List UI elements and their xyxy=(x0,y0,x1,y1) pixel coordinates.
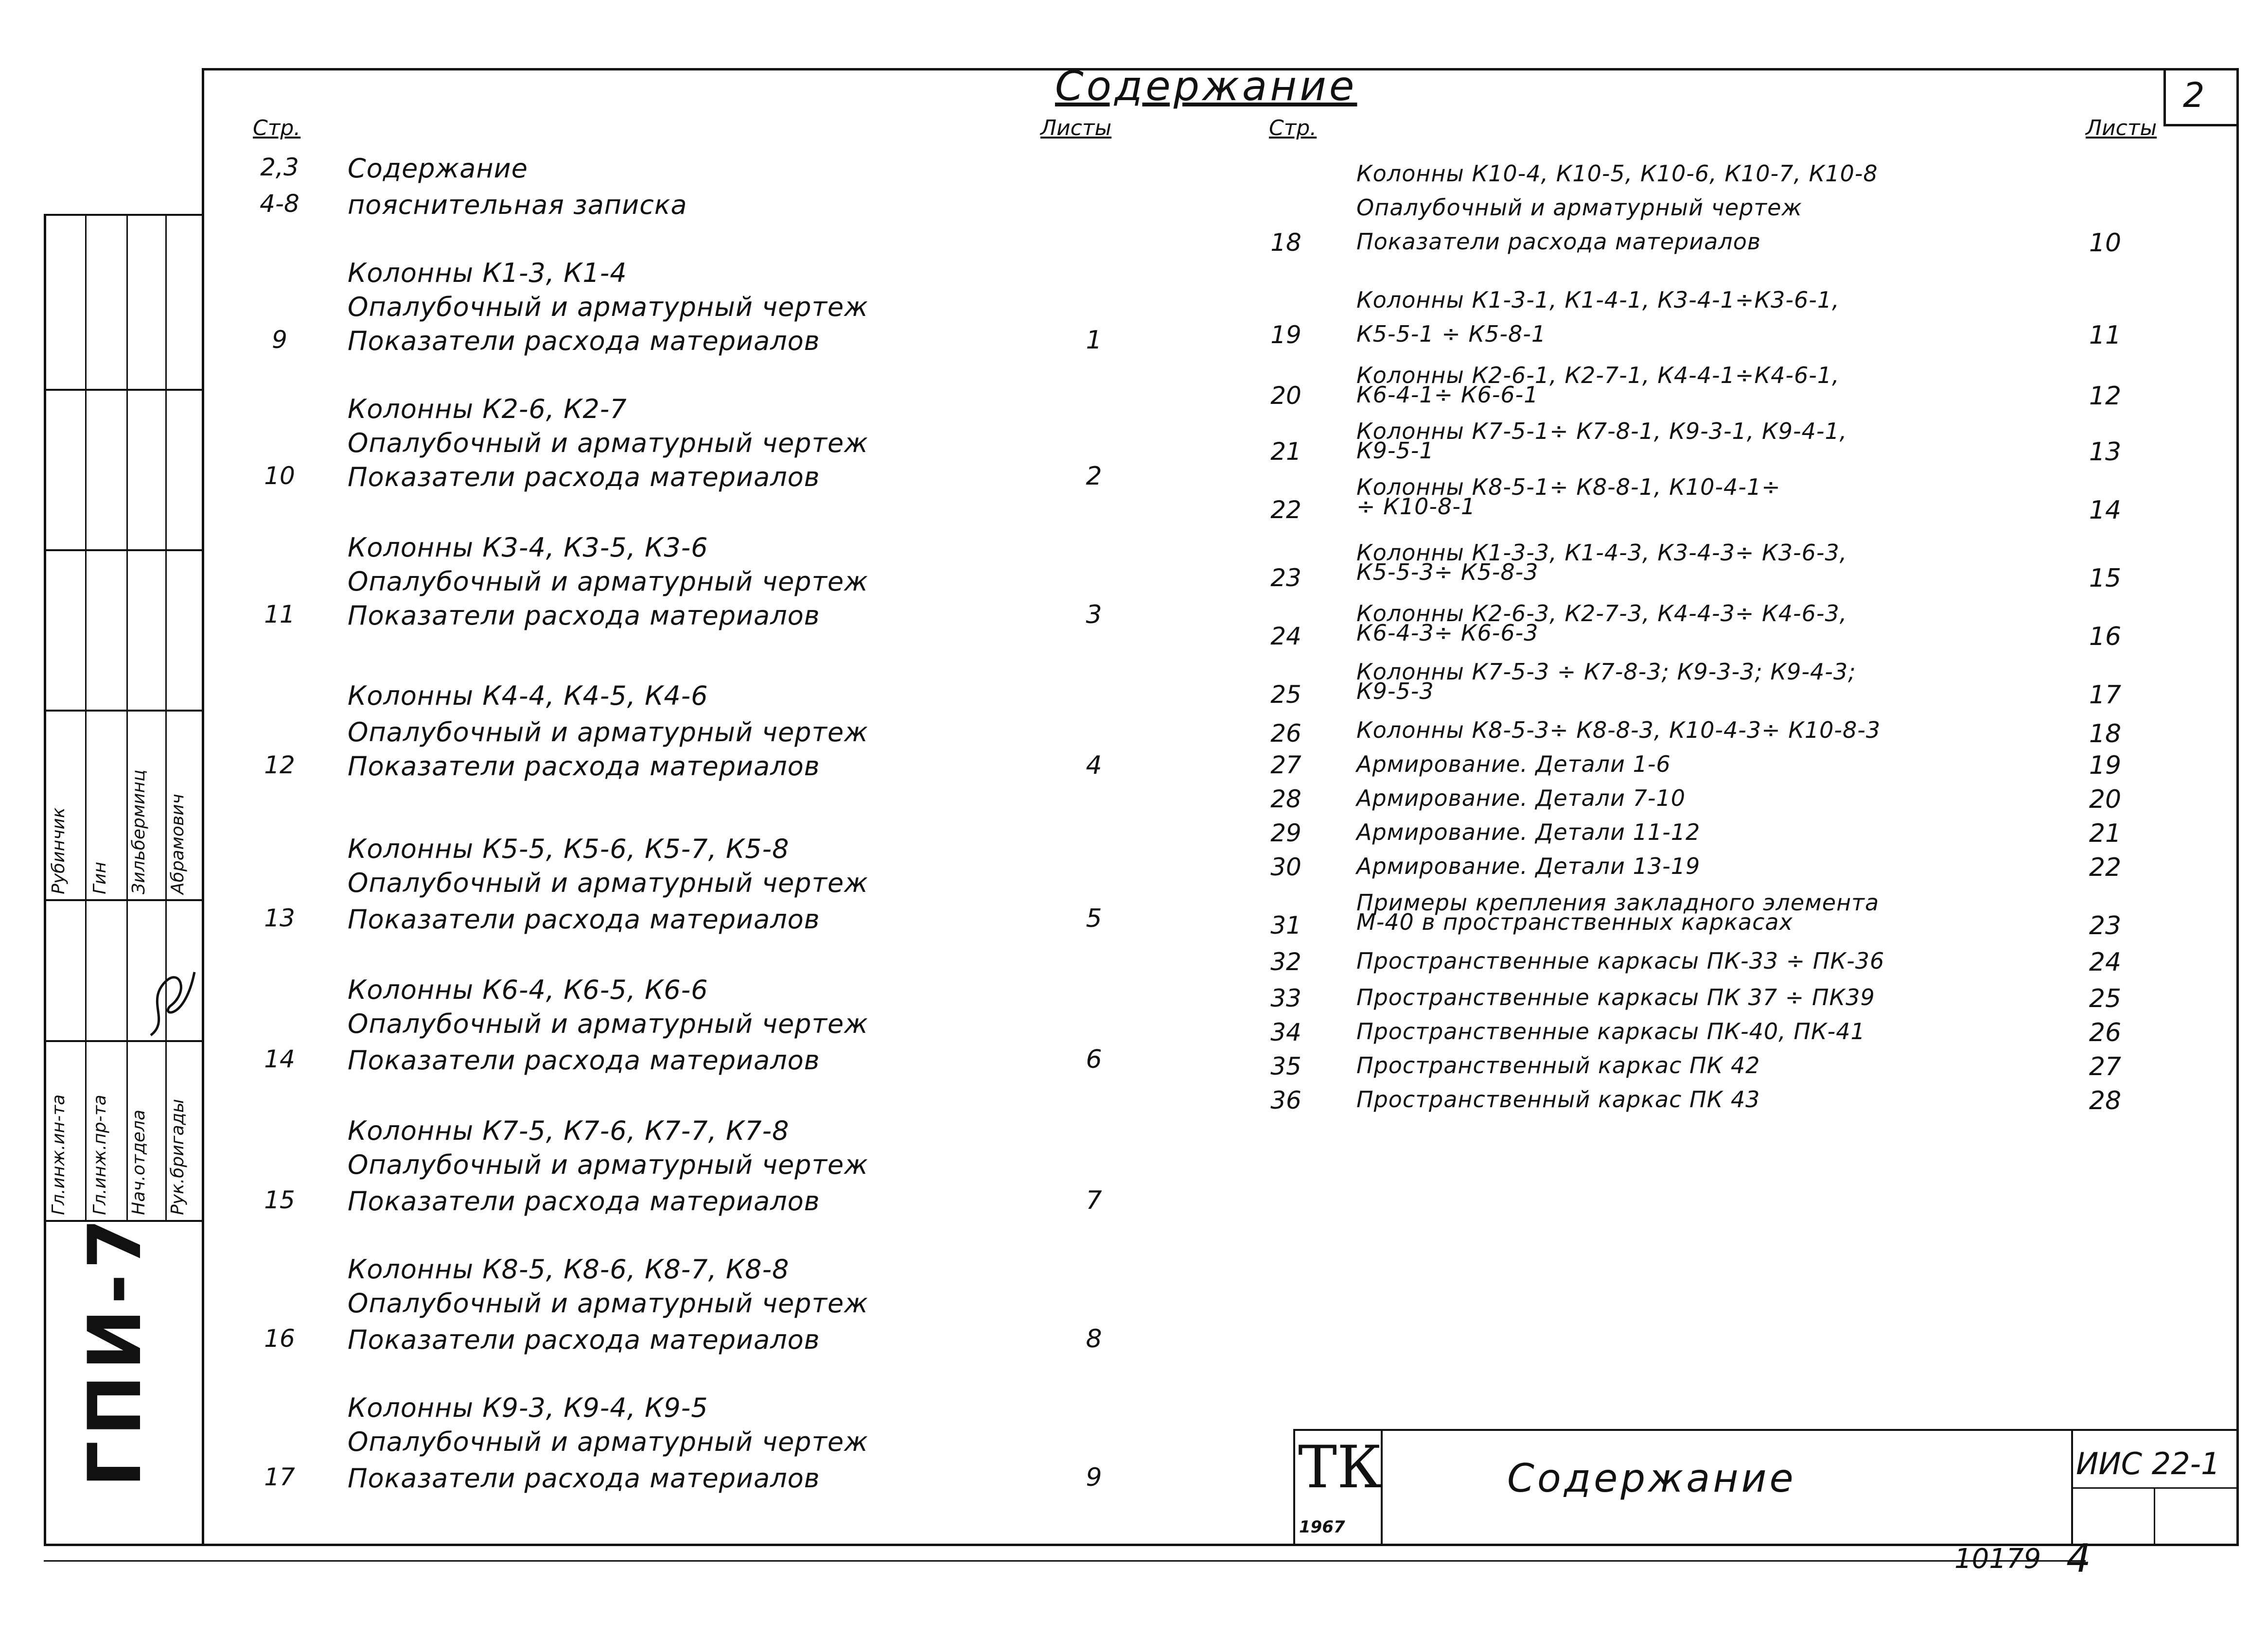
entry-page-number: 31 xyxy=(1270,911,1301,940)
entry-sheet-number: 11 xyxy=(2089,321,2122,350)
document-title: Содержание xyxy=(1055,62,1357,110)
entry-page-number: 15 xyxy=(264,1186,295,1214)
entry-text-line: Показатели расхода материалов xyxy=(348,904,820,935)
entry-page-number: 27 xyxy=(1270,751,1301,779)
entry-sheet-number: 10 xyxy=(2089,228,2122,258)
entry-text-line: Колонны К7-5-3 ÷ К7-8-3; К9-3-3; К9-4-3; xyxy=(1356,659,1856,685)
entry-text-line: Пространственные каркасы ПК 37 ÷ ПК39 xyxy=(1356,984,1875,1010)
stamp-title: Содержание xyxy=(1507,1456,1796,1501)
entry-sheet-number: 7 xyxy=(1086,1186,1102,1215)
entry-text-line: К6-4-1÷ К6-6-1 xyxy=(1356,382,1539,408)
entry-page-number: 13 xyxy=(264,904,295,932)
role-chief-engineer-project: Гл.инж.пр-та xyxy=(90,1095,110,1215)
name-3: Зильберминц xyxy=(129,769,149,894)
entry-text-line: Опалубочный и арматурный чертеж xyxy=(348,868,868,898)
entry-page-number: 20 xyxy=(1270,382,1301,410)
entry-sheet-number: 17 xyxy=(2089,680,2122,710)
name-4: Абрамович xyxy=(168,794,188,894)
entry-text-line: К6-4-3÷ К6-6-3 xyxy=(1356,620,1539,646)
entry-sheet-number: 19 xyxy=(2089,751,2122,780)
entry-page-number: 19 xyxy=(1270,321,1301,349)
entry-text-line: Армирование. Детали 13-19 xyxy=(1356,853,1701,879)
outer-bottom-line xyxy=(44,1560,2086,1562)
entry-text-line: Колонны К8-5-1÷ К8-8-1, К10-4-1÷ xyxy=(1356,474,1781,500)
entry-text-line: Колонны К2-6, К2-7 xyxy=(348,394,627,424)
entry-text-line: К9-5-3 xyxy=(1356,678,1434,704)
entry-text-line: Содержание xyxy=(348,153,528,184)
entry-text-line: ÷ К10-8-1 xyxy=(1356,493,1476,520)
entry-page-number: 11 xyxy=(264,600,295,628)
entry-sheet-number: 9 xyxy=(1086,1463,1102,1492)
right-header-page: Стр. xyxy=(1269,116,1317,140)
entry-sheet-number: 14 xyxy=(2089,496,2122,525)
entry-text-line: Пространственные каркасы ПК-40, ПК-41 xyxy=(1356,1018,1865,1044)
entry-page-number: 14 xyxy=(264,1045,295,1073)
entry-text-line: Колонны К9-3, К9-4, К9-5 xyxy=(348,1392,708,1423)
entry-text-line: Показатели расхода материалов xyxy=(1356,228,1761,255)
entry-text-line: Пространственные каркасы ПК-33 ÷ ПК-36 xyxy=(1356,948,1885,974)
entry-text-line: Колонны К2-6-1, К2-7-1, К4-4-1÷К4-6-1, xyxy=(1356,362,1840,388)
entry-text-line: Опалубочный и арматурный чертеж xyxy=(348,292,868,322)
entry-text-line: Показатели расхода материалов xyxy=(348,1186,820,1217)
entry-page-number: 12 xyxy=(264,751,295,779)
entry-text-line: Пространственный каркас ПК 42 xyxy=(1356,1052,1760,1079)
entry-sheet-number: 2 xyxy=(1086,462,1102,491)
role-brigade-head: Рук.бригады xyxy=(168,1099,188,1215)
entry-sheet-number: 16 xyxy=(2089,622,2122,651)
entry-page-number: 16 xyxy=(264,1324,295,1353)
entry-text-line: Колонны К4-4, К4-5, К4-6 xyxy=(348,680,708,711)
entry-page-number: 23 xyxy=(1270,564,1301,592)
entry-text-line: Колонны К1-3-1, К1-4-1, К3-4-1÷К3-6-1, xyxy=(1356,287,1840,313)
entry-sheet-number: 20 xyxy=(2089,785,2122,814)
entry-text-line: Опалубочный и арматурный чертеж xyxy=(1356,194,1802,221)
entry-text-line: Показатели расхода материалов xyxy=(348,326,820,356)
archive-number: 10179 xyxy=(1954,1543,2041,1575)
entry-sheet-number: 21 xyxy=(2089,819,2122,848)
entry-page-number: 26 xyxy=(1270,719,1301,748)
entry-text-line: Показатели расхода материалов xyxy=(348,462,820,492)
entry-text-line: Колонны К1-3-3, К1-4-3, К3-4-3÷ К3-6-3, xyxy=(1356,540,1847,566)
entry-text-line: Колонны К8-5, К8-6, К8-7, К8-8 xyxy=(348,1254,790,1285)
entry-text-line: пояснительная записка xyxy=(348,190,687,220)
entry-text-line: Колонны К3-4, К3-5, К3-6 xyxy=(348,532,708,563)
role-chief-engineer-institute: Гл.инж.ин-та xyxy=(49,1094,69,1215)
entry-page-number: 35 xyxy=(1270,1052,1301,1080)
entry-text-line: К5-5-3÷ К5-8-3 xyxy=(1356,559,1539,585)
entry-sheet-number: 24 xyxy=(2089,948,2122,977)
entry-text-line: Опалубочный и арматурный чертеж xyxy=(348,717,868,748)
entry-text-line: Примеры крепления закладного элемента xyxy=(1356,889,1880,916)
entry-sheet-number: 22 xyxy=(2089,853,2122,882)
entry-page-number: 33 xyxy=(1270,984,1301,1012)
entry-page-number: 30 xyxy=(1270,853,1301,881)
entry-sheet-number: 8 xyxy=(1086,1324,1102,1354)
entry-page-number: 25 xyxy=(1270,680,1301,709)
entry-text-line: Армирование. Детали 11-12 xyxy=(1356,819,1701,845)
entry-text-line: Колонны К7-5, К7-6, К7-7, К7-8 xyxy=(348,1115,790,1146)
entry-sheet-number: 5 xyxy=(1086,904,1102,933)
publisher-year: 1967 xyxy=(1299,1517,1345,1537)
entry-text-line: Армирование. Детали 1-6 xyxy=(1356,751,1671,777)
name-2: Гин xyxy=(90,862,110,894)
entry-text-line: Колонны К2-6-3, К2-7-3, К4-4-3÷ К4-6-3, xyxy=(1356,600,1847,627)
entry-text-line: Опалубочный и арматурный чертеж xyxy=(348,1427,868,1457)
entry-sheet-number: 28 xyxy=(2089,1086,2122,1115)
entry-page-number: 2,3 xyxy=(260,153,299,181)
entry-text-line: К9-5-1 xyxy=(1356,437,1434,464)
entry-text-line: Опалубочный и арматурный чертеж xyxy=(348,566,868,597)
corner-sheet-number: 2 xyxy=(2183,75,2205,115)
entry-text-line: Опалубочный и арматурный чертеж xyxy=(348,1288,868,1319)
entry-text-line: Колонны К10-4, К10-5, К10-6, К10-7, К10-8 xyxy=(1356,160,1878,187)
left-header-sheets: Листы xyxy=(1040,116,1112,140)
entry-page-number: 18 xyxy=(1270,228,1301,257)
organization-name: ГПИ-7 xyxy=(73,1213,158,1487)
entry-text-line: Показатели расхода материалов xyxy=(348,1463,820,1494)
entry-sheet-number: 26 xyxy=(2089,1018,2122,1047)
entry-page-number: 36 xyxy=(1270,1086,1301,1114)
entry-text-line: Показатели расхода материалов xyxy=(348,1045,820,1076)
left-header-page: Стр. xyxy=(253,116,301,140)
entry-sheet-number: 27 xyxy=(2089,1052,2122,1081)
entry-text-line: Колонны К5-5, К5-6, К5-7, К5-8 xyxy=(348,834,790,864)
entry-sheet-number: 12 xyxy=(2089,382,2122,411)
entry-sheet-number: 15 xyxy=(2089,564,2122,593)
publisher-logo: ТК xyxy=(1298,1434,1382,1501)
entry-text-line: М-40 в пространственных каркасах xyxy=(1356,909,1793,935)
entry-text-line: Показатели расхода материалов xyxy=(348,751,820,782)
frame-bottom xyxy=(44,1544,2239,1546)
entry-page-number: 34 xyxy=(1270,1018,1301,1046)
entry-page-number: 10 xyxy=(264,462,295,490)
entry-text-line: Опалубочный и арматурный чертеж xyxy=(348,1009,868,1039)
entry-sheet-number: 3 xyxy=(1086,600,1102,629)
signature-icon xyxy=(141,962,199,1040)
frame-right xyxy=(2236,68,2239,1546)
entry-sheet-number: 6 xyxy=(1086,1045,1102,1074)
entry-text-line: Колонны К6-4, К6-5, К6-6 xyxy=(348,975,708,1005)
entry-page-number: 22 xyxy=(1270,496,1301,524)
name-1: Рубинчик xyxy=(49,807,69,894)
entry-text-line: Опалубочный и арматурный чертеж xyxy=(348,1149,868,1180)
entry-sheet-number: 25 xyxy=(2089,984,2122,1013)
entry-text-line: Армирование. Детали 7-10 xyxy=(1356,785,1686,811)
entry-text-line: К5-5-1 ÷ К5-8-1 xyxy=(1356,321,1547,347)
entry-sheet-number: 1 xyxy=(1086,326,1102,355)
sidebar-outer-left xyxy=(44,214,46,1546)
frame-left xyxy=(202,68,204,1546)
entry-sheet-number: 23 xyxy=(2089,911,2122,940)
entry-sheet-number: 4 xyxy=(1086,751,1102,780)
entry-page-number: 29 xyxy=(1270,819,1301,847)
entry-page-number: 21 xyxy=(1270,437,1301,466)
entry-page-number: 32 xyxy=(1270,948,1301,976)
entry-page-number: 4-8 xyxy=(260,190,299,218)
entry-page-number: 17 xyxy=(264,1463,295,1491)
entry-page-number: 9 xyxy=(272,326,287,354)
entry-sheet-number: 13 xyxy=(2089,437,2122,467)
entry-page-number: 28 xyxy=(1270,785,1301,813)
entry-text-line: Опалубочный и арматурный чертеж xyxy=(348,428,868,458)
footer-sheet-number: 4 xyxy=(2066,1536,2091,1581)
entry-page-number: 24 xyxy=(1270,622,1301,650)
series-code: ИИС 22-1 xyxy=(2076,1446,2220,1481)
entry-text-line: Колонны К1-3, К1-4 xyxy=(348,258,627,288)
entry-text-line: Показатели расхода материалов xyxy=(348,1324,820,1355)
entry-sheet-number: 18 xyxy=(2089,719,2122,748)
entry-text-line: Пространственный каркас ПК 43 xyxy=(1356,1086,1760,1113)
role-department-head: Нач.отдела xyxy=(129,1110,149,1215)
entry-text-line: Колонны К8-5-3÷ К8-8-3, К10-4-3÷ К10-8-3 xyxy=(1356,717,1881,743)
right-header-sheets: Листы xyxy=(2086,116,2157,140)
entry-text-line: Колонны К7-5-1÷ К7-8-1, К9-3-1, К9-4-1, xyxy=(1356,418,1847,444)
entry-text-line: Показатели расхода материалов xyxy=(348,600,820,631)
